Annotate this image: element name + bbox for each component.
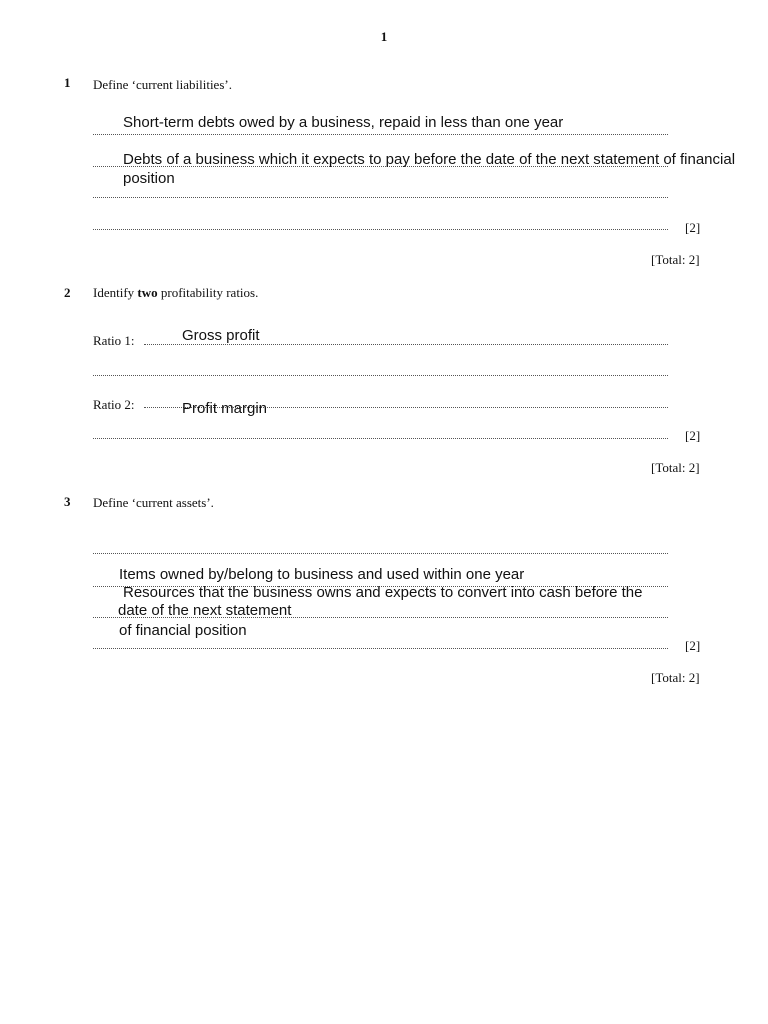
- ratio-1-label: Ratio 1:: [93, 333, 135, 348]
- handwritten-answer: date of the next statement: [118, 602, 292, 619]
- answer-line[interactable]: [93, 438, 668, 439]
- marks-label: [2]: [685, 220, 701, 235]
- answer-line[interactable]: [93, 375, 668, 376]
- answer-line[interactable]: [93, 197, 668, 198]
- answer-line[interactable]: [93, 229, 668, 230]
- total-label: [Total: 2]: [651, 670, 700, 685]
- handwritten-answer: Profit margin: [182, 400, 268, 417]
- total-label: [Total: 2]: [651, 460, 700, 475]
- prompt-text: Identify: [93, 285, 138, 300]
- answer-line[interactable]: [93, 134, 668, 135]
- answer-line[interactable]: [93, 648, 668, 649]
- total-label: [Total: 2]: [651, 252, 700, 267]
- prompt-emphasis: two: [137, 285, 158, 300]
- marks-label: [2]: [685, 428, 701, 443]
- handwritten-answer: Items owned by/belong to business and used within one year: [119, 566, 525, 583]
- handwritten-answer: of financial position: [119, 622, 247, 639]
- handwritten-answer: position: [123, 170, 175, 187]
- handwritten-answer: Short-term debts owed by a business, repaid in less than one year: [123, 114, 564, 131]
- question-prompt: Define ‘current liabilities’.: [93, 77, 232, 92]
- question-number: 2: [64, 285, 71, 300]
- answer-line[interactable]: [144, 344, 668, 345]
- ratio-2-label: Ratio 2:: [93, 397, 135, 412]
- marks-label: [2]: [685, 638, 701, 653]
- question-number: 3: [64, 494, 71, 509]
- page-number: 1: [380, 29, 388, 44]
- handwritten-answer: Gross profit: [182, 327, 260, 344]
- question-prompt: Define ‘current assets’.: [93, 495, 214, 510]
- question-prompt: [93, 285, 258, 301]
- prompt-text: profitability ratios.: [157, 285, 259, 300]
- handwritten-answer: Debts of a business which it expects to pay before the date of the next statement of financial: [123, 151, 736, 168]
- handwritten-answer: Resources that the business owns and expects to convert into cash before the: [123, 584, 643, 601]
- question-number: 1: [64, 75, 71, 90]
- answer-line[interactable]: [93, 553, 668, 554]
